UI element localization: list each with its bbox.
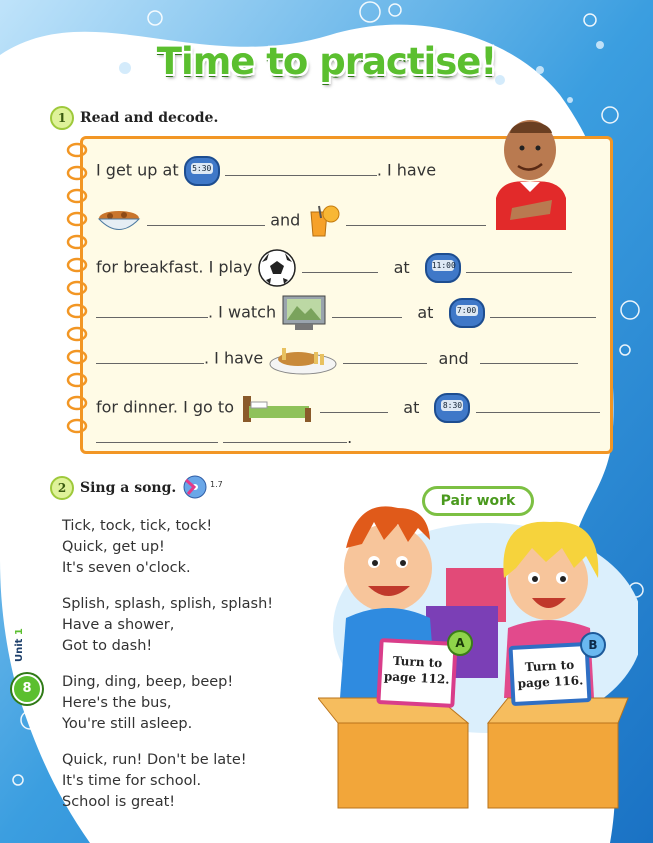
fish-and-chips-icon [268,342,338,376]
exercise-1-number: 1 [50,106,74,130]
answer-blank[interactable] [302,258,378,273]
pair-work-label: Pair work [440,493,516,509]
line-7-text-a: . [347,428,353,447]
page-number-badge: 8 [12,674,42,704]
unit-label: Unit 1 [14,628,25,662]
exercise-line-7 [96,428,352,447]
pair-work-bubble [422,486,534,516]
spiral-binding [60,140,94,450]
song-lyrics [62,515,273,827]
exercise-line-3 [96,248,572,288]
song-line: Quick, get up! [62,539,165,555]
answer-blank[interactable] [320,398,388,413]
exercise-line-1 [96,156,436,186]
orange-juice-icon [305,204,341,238]
clock-icon: 11:00 [425,253,461,283]
song-line: Here's the bus, [62,695,172,711]
song-line: It's time for school. [62,773,202,789]
line-1-text-a: I get up at [96,160,179,180]
answer-blank[interactable] [343,349,427,364]
line-2-text-a: and [270,210,301,230]
answer-blank[interactable] [476,398,600,413]
line-4-text-b: at [417,302,434,322]
answer-blank[interactable] [490,303,596,318]
song-verse [62,749,273,812]
exercise-1-heading: Read and decode. [80,110,219,126]
clock-icon: 8:30 [434,393,470,423]
line-3-text-a: for breakfast. I play [96,257,253,277]
exercise-2-heading: Sing a song. [80,480,177,496]
answer-blank[interactable] [466,258,572,273]
line-6-text-a: for dinner. I go to [96,397,234,417]
answer-blank[interactable] [96,428,218,443]
audio-cd-icon[interactable] [182,474,208,500]
footballer-illustration [482,108,572,230]
song-line: You're still asleep. [62,716,193,732]
song-line: School is great! [62,794,176,810]
answer-blank[interactable] [225,161,377,176]
exercise-line-4 [96,294,596,332]
song-line: Ding, ding, beep, beep! [62,674,234,690]
audio-track-number: 1.7 [210,480,223,489]
line-5-text-a: . I have [204,348,264,368]
line-1-text-b: . I have [376,160,437,180]
bed-icon [239,390,315,426]
card-b-badge: B [580,632,606,658]
song-line: It's seven o'clock. [62,560,191,576]
song-verse [62,515,273,578]
cereal-bowl-icon [96,208,142,234]
answer-blank[interactable] [480,349,578,364]
clock-icon: 7:00 [449,298,485,328]
song-verse [62,593,273,656]
card-b: Turn to page 116. [508,642,591,706]
card-a-badge: A [447,630,473,656]
exercise-line-5 [96,342,578,376]
page-title: Time to practise! [156,40,497,83]
answer-blank[interactable] [346,211,486,226]
answer-blank[interactable] [96,303,208,318]
song-line: Tick, tock, tick, tock! [62,518,213,534]
song-line: Quick, run! Don't be late! [62,752,247,768]
line-5-text-b: and [438,348,469,368]
answer-blank[interactable] [96,349,204,364]
answer-blank[interactable] [223,428,347,443]
song-line: Got to dash! [62,638,153,654]
answer-blank[interactable] [332,303,402,318]
tv-icon [281,294,327,332]
line-6-text-b: at [403,397,420,417]
exercise-2-number: 2 [50,476,74,500]
song-line: Splish, splash, splish, splash! [62,596,274,612]
answer-blank[interactable] [147,211,265,226]
clock-icon: 5:30 [184,156,220,186]
exercise-line-2 [96,204,486,238]
card-a: Turn to page 112. [376,638,457,708]
line-3-text-b: at [393,257,410,277]
song-line: Have a shower, [62,617,175,633]
song-verse [62,671,273,734]
exercise-line-6 [96,390,600,426]
line-4-text-a: . I watch [208,302,277,322]
football-icon [257,248,297,288]
